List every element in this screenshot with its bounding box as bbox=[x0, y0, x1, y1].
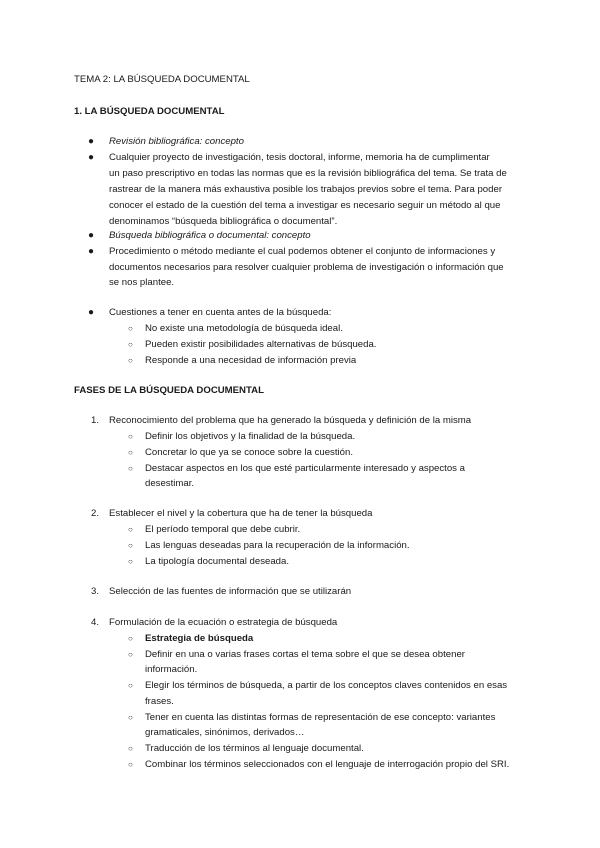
circle-bullet-icon: ○ bbox=[128, 356, 133, 365]
paragraph-line: se nos plantee. bbox=[109, 277, 175, 288]
bullet-text: Búsqueda bibliográfica o documental: concepto bbox=[109, 230, 311, 241]
sub-item-continued: gramaticales, sinónimos, derivados… bbox=[145, 727, 305, 738]
paragraph-line: rastrear de la manera más exhaustiva posible los trabajos previos sobre el tema. Para poder bbox=[109, 184, 503, 195]
circle-bullet-icon: ○ bbox=[128, 541, 133, 550]
circle-bullet-icon: ○ bbox=[128, 744, 133, 753]
circle-bullet-icon: ○ bbox=[128, 760, 133, 769]
circle-bullet-icon: ○ bbox=[128, 557, 133, 566]
list-number: 2. bbox=[91, 508, 100, 519]
paragraph-line: un paso prescriptivo en todas las normas que es la revisión bibliográfica del tema. Se trata de bbox=[109, 168, 507, 179]
sub-item-continued: frases. bbox=[145, 696, 174, 707]
document-title: TEMA 2: LA BÚSQUEDA DOCUMENTAL bbox=[74, 74, 250, 85]
list-number: 1. bbox=[91, 415, 100, 426]
sub-item: Definir en una o varias frases cortas el tema sobre el que se desea obtener bbox=[145, 649, 465, 660]
sub-item: Traducción de los términos al lenguaje documental. bbox=[145, 743, 364, 754]
sub-item: Elegir los términos de búsqueda, a partir de los conceptos claves contenidos en esas bbox=[145, 680, 508, 691]
circle-bullet-icon: ○ bbox=[128, 713, 133, 722]
sub-item-continued: desestimar. bbox=[145, 478, 195, 489]
sub-item: No existe una metodología de búsqueda ideal. bbox=[145, 323, 343, 334]
phase-title: Establecer el nivel y la cobertura que ha de tener la búsqueda bbox=[109, 508, 373, 519]
paragraph-line: conocer el estado de la cuestión del tema a investigar es necesario seguir un método al que bbox=[109, 200, 501, 211]
sub-item: Definir los objetivos y la finalidad de la búsqueda. bbox=[145, 431, 356, 442]
sub-item: Responde a una necesidad de información previa bbox=[145, 355, 357, 366]
circle-bullet-icon: ○ bbox=[128, 432, 133, 441]
sub-item: Tener en cuenta las distintas formas de representación de ese concepto: variantes bbox=[145, 712, 496, 723]
sub-item-continued: información. bbox=[145, 664, 198, 675]
sub-item: La tipología documental deseada. bbox=[145, 556, 290, 567]
phase-title: Reconocimiento del problema que ha generado la búsqueda y definición de la misma bbox=[109, 415, 472, 426]
section-heading-1: 1. LA BÚSQUEDA DOCUMENTAL bbox=[74, 106, 225, 117]
circle-bullet-icon: ○ bbox=[128, 681, 133, 690]
paragraph-line: Procedimiento o método mediante el cual podemos obtener el conjunto de informaciones y bbox=[109, 246, 496, 257]
bullet-icon: ● bbox=[88, 136, 95, 147]
bullet-text: Revisión bibliográfica: concepto bbox=[109, 136, 244, 147]
sub-item: Las lenguas deseadas para la recuperación de la información. bbox=[145, 540, 410, 551]
sub-item: Pueden existir posibilidades alternativas de búsqueda. bbox=[145, 339, 377, 350]
sub-item: Concretar lo que ya se conoce sobre la cuestión. bbox=[145, 447, 353, 458]
paragraph-line: Cualquier proyecto de investigación, tesis doctoral, informe, memoria ha de cumplimentar bbox=[109, 152, 490, 163]
bullet-icon: ● bbox=[88, 307, 95, 318]
phase-title: Formulación de la ecuación o estrategia de búsqueda bbox=[109, 617, 338, 628]
circle-bullet-icon: ○ bbox=[128, 634, 133, 643]
paragraph-line: denominamos “búsqueda bibliográfica o documental”. bbox=[109, 216, 338, 227]
paragraph-line: documentos necesarios para resolver cualquier problema de investigación o información que bbox=[109, 262, 504, 273]
circle-bullet-icon: ○ bbox=[128, 448, 133, 457]
bullet-text: Cuestiones a tener en cuenta antes de la búsqueda: bbox=[109, 307, 332, 318]
bullet-icon: ● bbox=[88, 152, 95, 163]
list-number: 4. bbox=[91, 617, 100, 628]
list-number: 3. bbox=[91, 586, 100, 597]
bullet-icon: ● bbox=[88, 246, 95, 257]
phase-title: Selección de las fuentes de información que se utilizarán bbox=[109, 586, 352, 597]
circle-bullet-icon: ○ bbox=[128, 525, 133, 534]
bullet-icon: ● bbox=[88, 230, 95, 241]
circle-bullet-icon: ○ bbox=[128, 650, 133, 659]
section-heading-fases: FASES DE LA BÚSQUEDA DOCUMENTAL bbox=[74, 385, 264, 396]
circle-bullet-icon: ○ bbox=[128, 340, 133, 349]
sub-item: El período temporal que debe cubrir. bbox=[145, 524, 301, 535]
sub-item: Destacar aspectos en los que esté particularmente interesado y aspectos a bbox=[145, 463, 465, 474]
circle-bullet-icon: ○ bbox=[128, 324, 133, 333]
sub-item-bold: Estrategia de búsqueda bbox=[145, 633, 254, 644]
circle-bullet-icon: ○ bbox=[128, 464, 133, 473]
sub-item: Combinar los términos seleccionados con el lenguaje de interrogación propio del SRI. bbox=[145, 759, 510, 770]
